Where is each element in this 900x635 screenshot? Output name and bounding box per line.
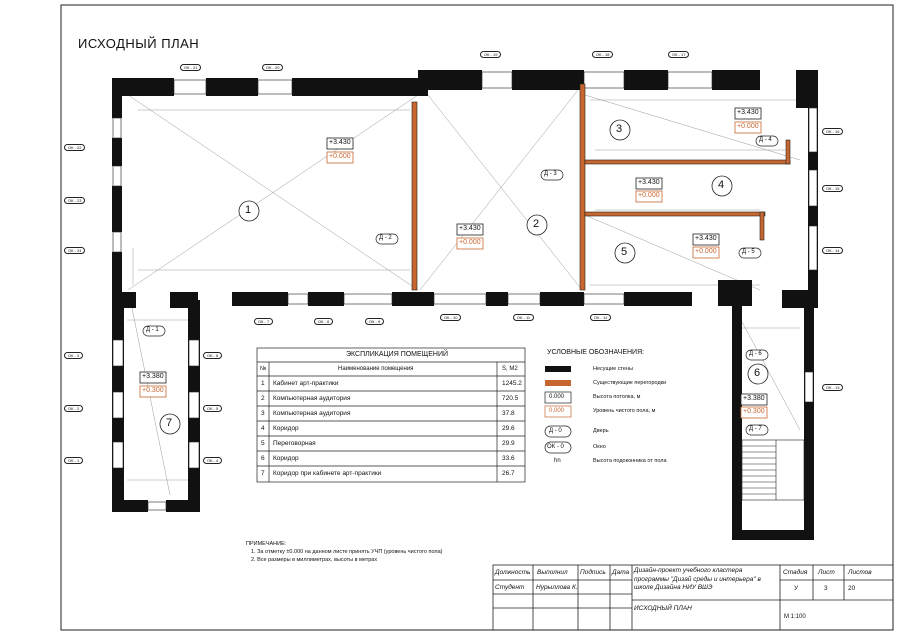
explication-row-7-name: Коридор при кабинете арт-практики — [273, 470, 382, 477]
window-label-16: ОК - 16 — [822, 128, 843, 135]
explication-row-3-name: Компьютерная аудитория — [273, 410, 351, 417]
explication-row-3-area: 37.8 — [502, 410, 515, 417]
notes-title: ПРИМЕЧАНИЕ: — [246, 541, 287, 547]
stamp-header-signature: Подпись — [580, 569, 606, 576]
explication-row-1-num: 1 — [261, 380, 265, 387]
room-circles — [160, 120, 768, 434]
explication-row-1-name: Кабинет арт-практики — [273, 380, 339, 387]
window-label-1: ОК - 1 — [64, 457, 83, 464]
explication-row-5-name: Переговорная — [273, 440, 316, 447]
load-bearing-walls — [112, 70, 818, 540]
window-label-22: ОК - 22 — [64, 144, 85, 151]
stamp-header-position: Должность — [495, 569, 531, 576]
room-height-1: +3.430 — [329, 139, 351, 146]
window-label-8: ОК - 8 — [314, 318, 333, 325]
room-height-5: +3.430 — [695, 235, 717, 242]
window-label-9: ОК - 9 — [365, 318, 384, 325]
door-label-2: Д - 2 — [379, 235, 392, 241]
window-label-7: ОК - 7 — [254, 318, 273, 325]
window-label-2: ОК - 2 — [64, 405, 83, 412]
window-label-12: ОК - 12 — [590, 314, 611, 321]
explication-header-num: № — [260, 366, 267, 372]
legend-item-1: Несущие стены — [593, 366, 633, 372]
window-label-10: ОК - 10 — [440, 314, 461, 321]
explication-row-2-name: Компьютерная аудитория — [273, 395, 351, 402]
room-number-3: 3 — [616, 123, 623, 135]
legend-sym-7: hn — [554, 458, 561, 464]
room-height-6: +3.380 — [743, 395, 765, 402]
explication-header-area: S, М2 — [502, 366, 518, 372]
door-label-4: Д - 4 — [759, 137, 772, 143]
notes-line-2: 2. Все размеры в миллиметрах, высоты в метрах — [251, 557, 378, 563]
explication-row-5-num: 5 — [261, 440, 265, 447]
room-number-5: 5 — [621, 246, 628, 258]
legend-sym-5: Д - 0 — [549, 428, 562, 434]
room-floor-5: +0.000 — [695, 248, 717, 255]
legend-sym-6: ОК - 0 — [547, 444, 564, 450]
explication-row-6-area: 33.6 — [502, 455, 515, 462]
explication-row-6-name: Коридор — [273, 455, 299, 462]
stamp-header-date: Дата — [612, 569, 630, 576]
legend-item-3: Высота потолка, м — [593, 394, 641, 400]
door-label-1: Д - 1 — [146, 327, 159, 333]
door-label-3: Д - 3 — [544, 171, 557, 177]
sheet-title: ИСХОДНЫЙ ПЛАН — [78, 36, 200, 51]
existing-partitions — [412, 84, 790, 290]
notes-line-1: 1. За отметку ±0.000 на данном листе принять УЧП (уровень чистого пола) — [251, 549, 443, 555]
window-label-17: ОК - 17 — [668, 51, 689, 58]
room-floor-7: +0.300 — [142, 387, 164, 394]
stamp-col-sheet: Лист — [818, 569, 835, 576]
stamp-project: Дизайн-проект учебного кластера программы "Дизай среды и интерьера" в школе Дизайна НИУ ВШЭ — [634, 567, 761, 591]
legend-sym-3: 0.000 — [549, 394, 565, 400]
stamp-col-stage: Стадия — [783, 569, 808, 576]
window-label-18: ОК - 18 — [592, 51, 613, 58]
window-label-11: ОК - 11 — [513, 314, 534, 321]
stamp-header-performed: Выполнил — [537, 569, 568, 576]
room-floor-1: +0.000 — [329, 153, 351, 160]
explication-row-1-area: 1245.2 — [502, 380, 522, 387]
elevation-marks — [140, 108, 767, 418]
explication-row-3-num: 3 — [261, 410, 265, 417]
window-label-6: ОК - 6 — [203, 352, 222, 359]
stamp-val-sheet: 3 — [824, 585, 828, 592]
window-label-14: ОК - 14 — [822, 247, 843, 254]
explication-row-2-area: 720.5 — [502, 395, 519, 402]
staircase — [742, 440, 804, 500]
door-markers — [143, 136, 778, 435]
window-label-4: ОК - 4 — [203, 457, 222, 464]
explication-row-2-num: 2 — [261, 395, 265, 402]
room-floor-4: +0.000 — [638, 192, 660, 199]
explication-header-name: Наименование помещения — [338, 366, 414, 372]
explication-row-7-num: 7 — [261, 470, 265, 477]
window-label-21: ОК - 21 — [180, 64, 201, 71]
legend-item-2: Существующие перегородки — [593, 380, 667, 386]
stamp-row-position: Студент — [495, 584, 525, 591]
window-label-23: ОК - 23 — [64, 197, 85, 204]
stamp-val-sheets: 20 — [848, 585, 856, 592]
window-label-20: ОК - 20 — [262, 64, 283, 71]
stamp-scale: М 1:100 — [784, 614, 806, 620]
room-height-3: +3.430 — [737, 109, 759, 116]
explication-row-5-area: 29.9 — [502, 440, 515, 447]
room-floor-6: +0.300 — [743, 408, 765, 415]
room-height-4: +3.430 — [638, 179, 660, 186]
legend-title: УСЛОВНЫЕ ОБОЗНАЧЕНИЯ: — [547, 349, 645, 356]
legend-item-4: Уровень чистого пола, м — [593, 408, 656, 414]
stamp-val-stage: У — [794, 585, 799, 592]
window-label-15: ОК - 15 — [822, 185, 843, 192]
room-floor-3: +0.000 — [737, 123, 759, 130]
explication-row-7-area: 26.7 — [502, 470, 515, 477]
room-number-1: 1 — [245, 204, 252, 216]
stamp-sheet-name: ИСХОДНЫЙ ПЛАН — [634, 605, 692, 612]
room-floor-2: +0.000 — [459, 239, 481, 246]
explication-row-4-name: Коридор — [273, 425, 299, 432]
room-number-6: 6 — [754, 367, 761, 379]
window-label-24: ОК - 24 — [64, 247, 85, 254]
explication-row-4-num: 4 — [261, 425, 265, 432]
stamp-col-sheets: Листов — [848, 569, 872, 576]
legend-item-5: Дверь — [593, 428, 609, 434]
stamp-row-author: Нурыллова К. — [536, 584, 578, 591]
legend-item-6: Окно — [593, 444, 606, 450]
window-label-3: ОК - 3 — [64, 352, 83, 359]
door-label-7: Д - 7 — [749, 426, 762, 432]
window-label-19: ОК - 19 — [480, 51, 501, 58]
room-number-7: 7 — [166, 417, 173, 429]
room-height-7: +3.380 — [142, 373, 164, 380]
room-height-2: +3.430 — [459, 225, 481, 232]
window-label-13: ОК - 13 — [822, 384, 843, 391]
window-label-5: ОК - 5 — [203, 405, 222, 412]
explication-title: ЭКСПЛИКАЦИЯ ПОМЕЩЕНИЙ — [346, 351, 449, 358]
legend-sym-4: 0.000 — [549, 408, 565, 414]
explication-row-6-num: 6 — [261, 455, 265, 462]
room-number-4: 4 — [718, 179, 725, 191]
guide-lines — [120, 85, 800, 495]
room-number-2: 2 — [533, 218, 540, 230]
door-label-5: Д - 5 — [742, 249, 755, 255]
explication-row-4-area: 29.6 — [502, 425, 515, 432]
window-openings — [113, 72, 817, 510]
legend-item-7: Высота подоконника от пола — [593, 458, 667, 464]
door-label-6: Д - 6 — [749, 351, 762, 357]
